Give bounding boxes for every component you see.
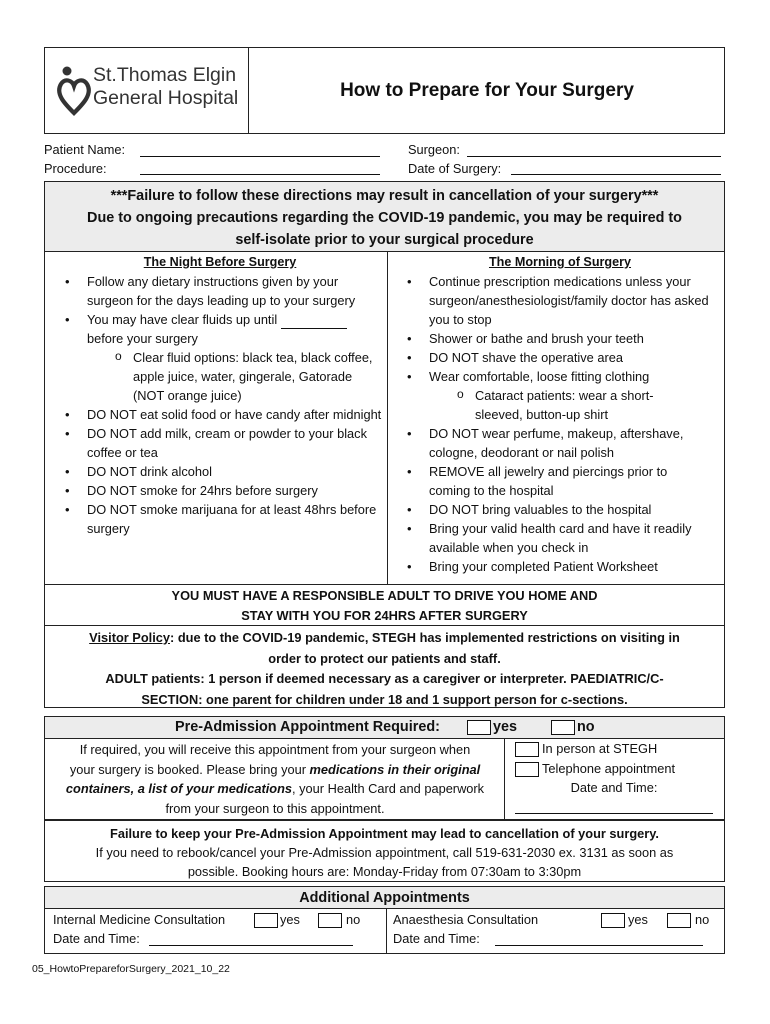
anaesthesia-yes-checkbox[interactable] [601,913,625,928]
visitor-line2: order to protect our patients and staff. [268,650,501,666]
pre-admission-yes-checkbox[interactable] [467,720,491,735]
pre-admission-date-time-field[interactable] [515,813,713,814]
anaesthesia-date-field[interactable] [495,945,703,946]
clear-fluids-sublist [107,348,385,405]
clear-fluids-time-field[interactable] [281,328,347,329]
surgeon-field[interactable] [467,156,721,157]
internal-medicine-no-label: no [346,912,361,927]
patient-name-label: Patient Name: [44,142,126,157]
list-item: o Cataract patients: wear a short-sleeved, button-up shirt [449,386,695,424]
warning-line2: Due to ongoing precautions regarding the COVID-19 pandemic, you may be required to [87,210,682,226]
list-item: • DO NOT drink alcohol [45,462,385,481]
warning-line1: ***Failure to follow these directions may result in cancellation of your surgery*** [110,188,659,204]
failure-notice-box [44,820,725,882]
internal-medicine-no-checkbox[interactable] [318,913,342,928]
additional-appointments-header: Additional Appointments [45,887,724,909]
failure-notice-line1: Failure to keep your Pre-Admission Appointment may lead to cancellation of your surgery. [110,826,659,841]
document-code: 05_HowtoPrepareforSurgery_2021_10_22 [32,963,230,975]
pre-admission-body [49,740,501,818]
additional-appointments-box [44,886,725,954]
page-title: How to Prepare for Your Surgery [340,80,634,101]
driver-notice [45,584,724,626]
anaesthesia-label: Anaesthesia Consultation [393,912,539,927]
surgeon-label: Surgeon: [408,142,460,157]
list-item: • DO NOT bring valuables to the hospital [387,500,723,519]
pre-admission-body-line2: your surgery is booked. Please bring your medications in their original [69,761,481,777]
list-item: • Wear comfortable, loose fitting clothing o Cataract patients: wear a short-sleeved, button-up shirt [387,367,723,424]
hospital-logo [55,62,245,118]
surgeon-row [408,142,460,157]
pre-admission-no-checkbox[interactable] [551,720,575,735]
list-item: • You may have clear fluids up until before your surgery o Clear fluid options: black tea, black coffee, apple juice, water, gingerale, Gatorade (NOT orange juice) [45,310,385,405]
anaesthesia-date-label: Date and Time: [393,931,480,946]
heart-figure-icon [57,64,91,116]
internal-medicine-date-label: Date and Time: [53,931,140,946]
driver-notice-line1: YOU MUST HAVE A RESPONSIBLE ADULT TO DRIVE YOU HOME AND [171,588,598,603]
patient-name-field[interactable] [140,156,380,157]
failure-notice-line2: If you need to rebook/cancel your Pre-Admission appointment, call 519-631-2030 ex. 3131 as soon as [95,845,674,860]
pre-admission-header [45,717,724,739]
pre-admission-divider [504,739,505,819]
pre-admission-no-label: no [577,719,595,735]
header-box [44,47,725,134]
list-item: o Clear fluid options: black tea, black coffee, apple juice, water, gingerale, Gatorade (NOT orange juice) [107,348,385,405]
visitor-line3: ADULT patients: 1 person if deemed necessary as a caregiver or interpreter. PAEDIATRIC/C- [105,671,664,686]
internal-medicine-label: Internal Medicine Consultation [53,912,226,927]
logo-line1: St.Thomas Elgin [93,64,237,86]
morning-of-column [397,253,723,576]
pre-admission-body-line4: from your surgeon to this appointment. [165,800,385,816]
procedure-label: Procedure: [44,161,107,176]
anaesthesia-no-checkbox[interactable] [667,913,691,928]
list-item: • Bring your completed Patient Worksheet [387,557,723,576]
anaesthesia-no-label: no [695,912,710,927]
in-person-checkbox[interactable] [515,742,539,757]
list-item: • Shower or bathe and brush your teeth [387,329,723,348]
internal-medicine-yes-checkbox[interactable] [254,913,278,928]
list-item: • DO NOT smoke marijuana for at least 48hrs before surgery [45,500,385,538]
warning-banner [45,182,724,252]
visitor-policy-label: Visitor Policy [89,630,170,645]
failure-notice-line3: possible. Booking hours are: Monday-Friday from 07:30am to 3:30pm [187,864,582,879]
internal-medicine-date-field[interactable] [149,945,353,946]
list-item: • REMOVE all jewelry and piercings prior to coming to the hospital [387,462,723,500]
driver-notice-line2: STAY WITH YOU FOR 24HRS AFTER SURGERY [241,608,528,623]
visitor-policy [45,626,724,710]
morning-of-list [387,272,723,576]
list-item: • DO NOT shave the operative area [387,348,723,367]
date-of-surgery-field[interactable] [511,174,721,175]
logo-line2: General Hospital [93,87,239,109]
list-item: • Continue prescription medications unless your surgeon/anesthesiologist/family doctor has asked you to stop [387,272,723,329]
list-item: • DO NOT eat solid food or have candy after midnight [45,405,385,424]
anaesthesia-yes-label: yes [628,912,648,927]
night-before-list [45,272,385,538]
list-item: • Bring your valid health card and have it readily available when you check in [387,519,723,557]
date-of-surgery-label: Date of Surgery: [408,161,502,176]
list-item: • DO NOT smoke for 24hrs before surgery [45,481,385,500]
warning-line3: self-isolate prior to your surgical procedure [235,232,534,248]
list-item: • DO NOT add milk, cream or powder to your black coffee or tea [45,424,385,462]
clothing-sublist [449,386,723,424]
internal-medicine-yes-label: yes [280,912,300,927]
procedure-field[interactable] [140,174,380,175]
list-item: • DO NOT wear perfume, makeup, aftershave, cologne, deodorant or nail polish [387,424,723,462]
night-before-column [55,253,385,538]
additional-divider [386,909,387,953]
pre-admission-yes-label: yes [493,719,518,735]
visitor-line1: Visitor Policy: due to the COVID-19 pandemic, STEGH has implemented restrictions on visiting in [89,630,680,645]
pre-admission-body-line1: If required, you will receive this appointment from your surgeon when [79,742,471,757]
morning-of-heading: The Morning of Surgery [488,255,632,269]
pre-admission-body-line3: containers, a list of your medications, your Health Card and paperwork [65,781,485,796]
date-of-surgery-row [408,161,501,176]
visitor-line4: SECTION: one parent for children under 18 and 1 support person for c-sections. [141,691,628,707]
pre-admission-title: Pre-Admission Appointment Required: [175,719,440,735]
procedure-row [44,161,107,176]
in-person-label: In person at STEGH [542,741,658,756]
telephone-checkbox[interactable] [515,762,539,777]
patient-name-row [44,142,125,157]
pre-admission-date-time-label: Date and Time: [570,780,658,795]
pre-admission-box [44,716,725,820]
list-item: • Follow any dietary instructions given by your surgeon for the days leading up to your surgery [45,272,385,310]
telephone-label: Telephone appointment [542,761,676,776]
instructions-box [44,181,725,708]
night-before-heading: The Night Before Surgery [143,255,297,269]
